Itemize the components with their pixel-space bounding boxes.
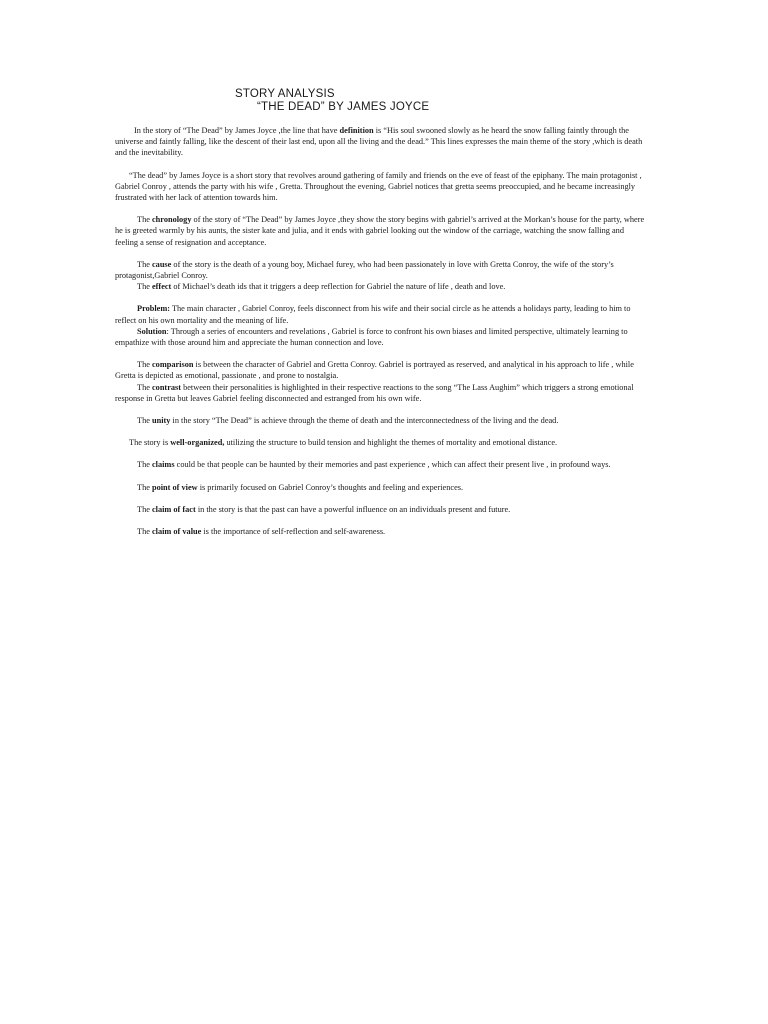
paragraph-text: The (137, 460, 152, 470)
paragraph (115, 326, 645, 348)
paragraph-text: of the story of “The Dead” by James Joyce ,they show the story begins with gabriel’s arrived at the Morkan’s house for the party, where he is greeted warmly by his aunts, the sister kate and julia, and it ends with gabriel looking out the window of the carriage, watching the snow falling and feeling a sense of resignation and acceptance. (115, 215, 645, 247)
key-term: comparison (151, 360, 194, 370)
paragraph-text: The (137, 215, 152, 225)
paragraph-text: The (137, 360, 152, 370)
paragraph-text: is the importance of self-reflection and self-awareness. (201, 527, 386, 537)
key-term: cause (151, 259, 172, 269)
key-term: contrast (151, 382, 182, 392)
title-story-analysis: STORY ANALYSIS (235, 88, 335, 100)
paragraph-text: The main character , Gabriel Conroy, feels disconnect from his wife and their social circle as he attends a holidays party, leading to him to reflect on his own mortality and the meaning of life. (115, 304, 631, 325)
paragraph-gap (115, 248, 645, 259)
key-term: chronology (151, 215, 192, 225)
key-term: claims (151, 460, 175, 470)
paragraph-gap (115, 404, 645, 415)
paragraph-gap (115, 515, 645, 526)
key-term: effect (151, 282, 172, 292)
paragraph-text: in the story “The Dead” is achieve through the theme of death and the interconnectedness of the living and the dead. (170, 416, 559, 426)
key-term: claim of value (151, 527, 202, 537)
paragraph-text: The (137, 259, 152, 269)
paragraph-text: The (137, 504, 152, 514)
paragraph-gap (115, 203, 645, 214)
paragraph (115, 437, 645, 448)
paragraph (115, 382, 645, 404)
paragraph-gap (115, 159, 645, 170)
key-term: unity (151, 416, 171, 426)
paragraph-gap (115, 348, 645, 359)
paragraph-text: In the story of “The Dead” by James Joyce ,the line that have (134, 126, 340, 135)
key-term: Problem: (137, 304, 171, 314)
paragraph (115, 259, 645, 281)
paragraph-gap (115, 471, 645, 482)
key-term: point of view (151, 482, 198, 492)
paragraph-text: of the story is the death of a young boy, Michael furey, who had been passionately in love with Gretta Conroy, the wife of the story’s protagonist,Gabriel Conroy. (115, 259, 614, 281)
title-the-dead: “THE DEAD” BY JAMES JOYCE (257, 101, 430, 113)
paragraph-text: The (137, 382, 152, 392)
paragraph-text: is between the character of Gabriel and Gretta Conroy. Gabriel is portrayed as reserved, and analytical in his approach to life , while Gretta is depicted as emotional, passionate , and prone to nostalgia. (115, 360, 634, 381)
paragraph-text: The (137, 482, 152, 492)
paragraph (115, 281, 645, 292)
paragraph-text: : Through a series of encounters and revelations , Gabriel is force to confront his own biases and limited perspective, ultimately learning to empathize with those around him and appreciate the human connection and love. (115, 326, 628, 348)
paragraph-text: is “His soul swooned slowly as he heard the snow falling faintly through the universe and faintly falling, like the descent of their last end, upon all the living and the dead.” This lines expresses the main theme of the story ,which is death and the inevitability. (115, 126, 643, 158)
paragraph-text: between their personalities is highlighted in their respective reactions to the song “The Lass Aughim” which triggers a strong emotional response in Gretta but leaves Gabriel feeling disconnected and estranged from his own wife. (115, 382, 634, 403)
paragraph (115, 170, 645, 204)
paragraph-text: utilizing the structure to build tension and highlight the themes of mortality and emotional distance. (224, 438, 558, 448)
paragraph (115, 526, 645, 537)
paragraph-text: “The dead” by James Joyce is a short story that revolves around gathering of family and friends on the eve of feast of the epiphany. The main protagonist , Gabriel Conroy , attends the party with his wife , Gretta. Throughout the evening, Gabriel notices that gretta seems preoccupied, and he became increasingly frustrated with her lack of attention towards him. (115, 170, 642, 203)
paragraph-gap (115, 292, 645, 303)
paragraph-text: The (137, 416, 152, 426)
paragraph (115, 482, 645, 493)
paragraph (115, 415, 645, 426)
paragraph-text: in the story is that the past can have a powerful influence on an individuals present and future. (195, 504, 511, 514)
key-term: Solution (137, 326, 167, 336)
key-term: claim of fact (151, 504, 196, 514)
paragraph (115, 504, 645, 515)
key-term: well-organized, (170, 438, 225, 448)
paragraph (115, 214, 645, 248)
paragraph-text: The (137, 527, 152, 537)
paragraph-text: of Michael’s death ids that it triggers a deep reflection for Gabriel the nature of life , death and love. (171, 282, 506, 292)
paragraph-gap (115, 448, 645, 459)
paragraph (115, 359, 645, 381)
paragraph-text: The story is (129, 438, 171, 448)
paragraph-gap (115, 493, 645, 504)
paragraph (115, 459, 645, 470)
paragraph-text: The (137, 282, 152, 292)
paragraph-text: is primarily focused on Gabriel Conroy’s thoughts and feeling and experiences. (197, 482, 464, 492)
paragraph (115, 303, 645, 325)
document-body (115, 125, 645, 537)
paragraph (115, 125, 645, 159)
paragraph-gap (115, 426, 645, 437)
paragraph-text: could be that people can be haunted by their memories and past experience , which can affect their present live , in profound ways. (174, 460, 611, 470)
key-term: definition (339, 126, 374, 135)
